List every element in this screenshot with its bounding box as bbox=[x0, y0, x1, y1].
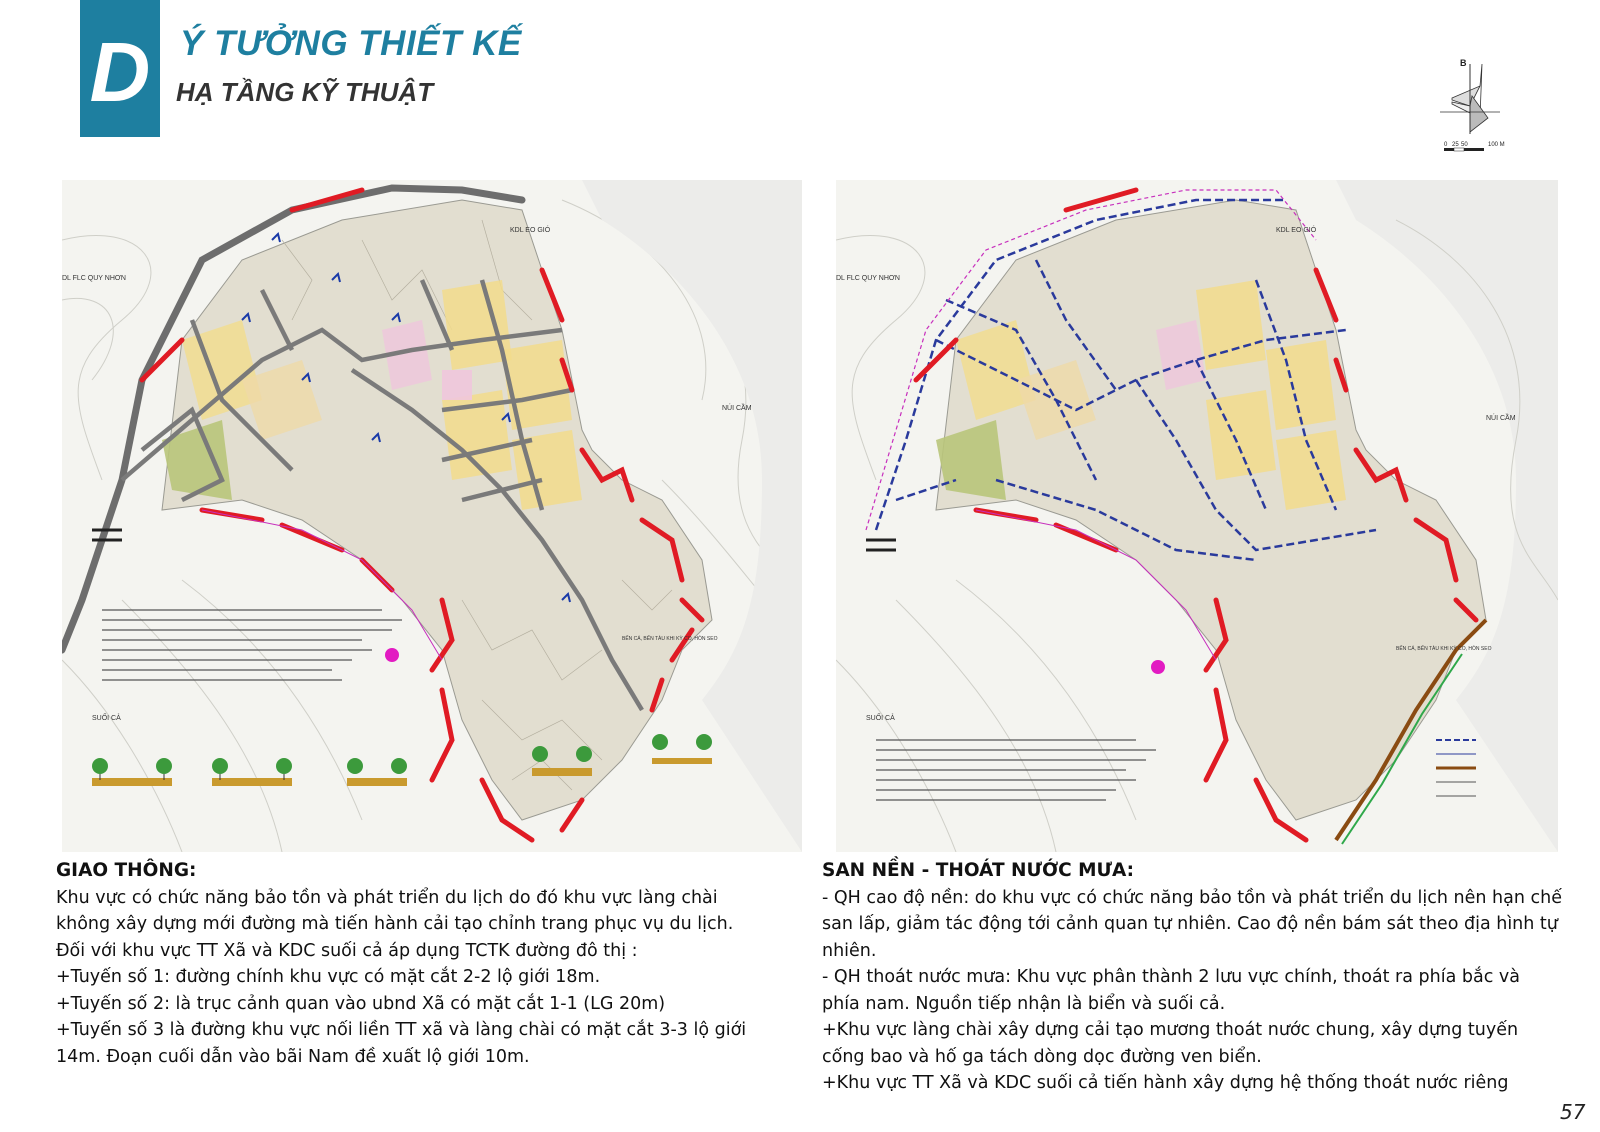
traffic-line-1: Khu vực có chức năng bảo tồn và phát triển du lịch do đó khu vực làng chài không xây dựng mới đường mà tiến hành cải tạo chỉnh trang phục vụ du lịch. bbox=[56, 887, 734, 934]
map-label-eo-gio: KDL EO GIÓ bbox=[510, 227, 551, 234]
north-arrow-scale bbox=[1440, 56, 1540, 160]
grading-section-title: SAN NỀN - THOÁT NƯỚC MƯA: bbox=[822, 860, 1135, 881]
grading-section bbox=[822, 858, 1562, 1097]
location-marker bbox=[1151, 660, 1165, 674]
map-label-eo-gio: KDL EO GIÓ bbox=[1276, 227, 1317, 234]
scale-label-25: 25 bbox=[1452, 142, 1459, 148]
grading-line-4: +Khu vực TT Xã và KDC suối cả tiến hành xây dựng hệ thống thoát nước riêng bbox=[822, 1073, 1509, 1093]
traffic-line-2: Đối với khu vực TT Xã và KDC suối cả áp dụng TCTK đường đô thị : bbox=[56, 940, 638, 961]
north-arrow-icon bbox=[1440, 64, 1500, 134]
north-label: B bbox=[1460, 58, 1467, 68]
page-number: 57 bbox=[1560, 1100, 1586, 1124]
map-label-flc: DL FLC QUY NHƠN bbox=[836, 275, 900, 282]
grading-line-2: - QH thoát nước mưa: Khu vực phân thành 2 lưu vực chính, thoát ra phía bắc và phía nam. Nguồn tiếp nhận là biển và suối cả. bbox=[822, 967, 1520, 1014]
grading-line-1: - QH cao độ nền: do khu vực có chức năng bảo tồn và phát triển du lịch nên hạn chế san lấp, giảm tác động tới cảnh quan tự nhiên. Cao độ nền bám sát theo địa hình tự nhiên. bbox=[822, 887, 1562, 961]
scale-label-50: 50 bbox=[1461, 142, 1468, 148]
traffic-line-3: +Tuyến số 1: đường chính khu vực có mặt cắt 2-2 lộ giới 18m. bbox=[56, 967, 601, 987]
traffic-section bbox=[56, 858, 776, 1070]
scale-bar bbox=[1444, 142, 1505, 151]
traffic-plan-map bbox=[62, 180, 802, 852]
map-label-nui-cam: NÚI CẦM bbox=[722, 405, 752, 412]
map-label-suoi-ca: SUỐI CẢ bbox=[92, 715, 121, 722]
traffic-section-title: GIAO THÔNG: bbox=[56, 860, 197, 881]
location-marker bbox=[385, 648, 399, 662]
page-title: Ý TƯỞNG THIẾT KẾ bbox=[180, 24, 522, 63]
traffic-line-4: +Tuyến số 2: là trục cảnh quan vào ubnd Xã có mặt cắt 1-1 (LG 20m) bbox=[56, 993, 666, 1014]
map-label-ben-ca: BẾN CÁ, BẾN TÀU KHI KỲ CO, HÒN SEO bbox=[1396, 646, 1492, 652]
map-label-ben-ca: BẾN CÁ, BẾN TÀU KHI KỲ CO, HÒN SEO bbox=[622, 636, 718, 642]
scale-label-100: 100 M bbox=[1488, 142, 1505, 148]
map-label-flc: DL FLC QUY NHƠN bbox=[62, 275, 126, 282]
section-letter: D bbox=[89, 25, 151, 119]
map-label-nui-cam: NÚI CẦM bbox=[1486, 415, 1516, 422]
section-letter-box bbox=[80, 0, 160, 137]
map-label-suoi-ca: SUỐI CẢ bbox=[866, 715, 895, 722]
page-subtitle: HẠ TẦNG KỸ THUẬT bbox=[176, 77, 434, 107]
scale-label-0: 0 bbox=[1444, 142, 1448, 148]
traffic-line-5: +Tuyến số 3 là đường khu vực nối liền TT xã và làng chài có mặt cắt 3-3 lộ giới 14m. Đoạn cuối dẫn vào bãi Nam đề xuất lộ giới 10m. bbox=[56, 1020, 747, 1067]
grading-line-3: +Khu vực làng chài xây dựng cải tạo mương thoát nước chung, xây dựng tuyến cống bao và hố ga tách dòng dọc đường ven biển. bbox=[822, 1020, 1519, 1067]
drainage-plan-map bbox=[836, 180, 1558, 852]
